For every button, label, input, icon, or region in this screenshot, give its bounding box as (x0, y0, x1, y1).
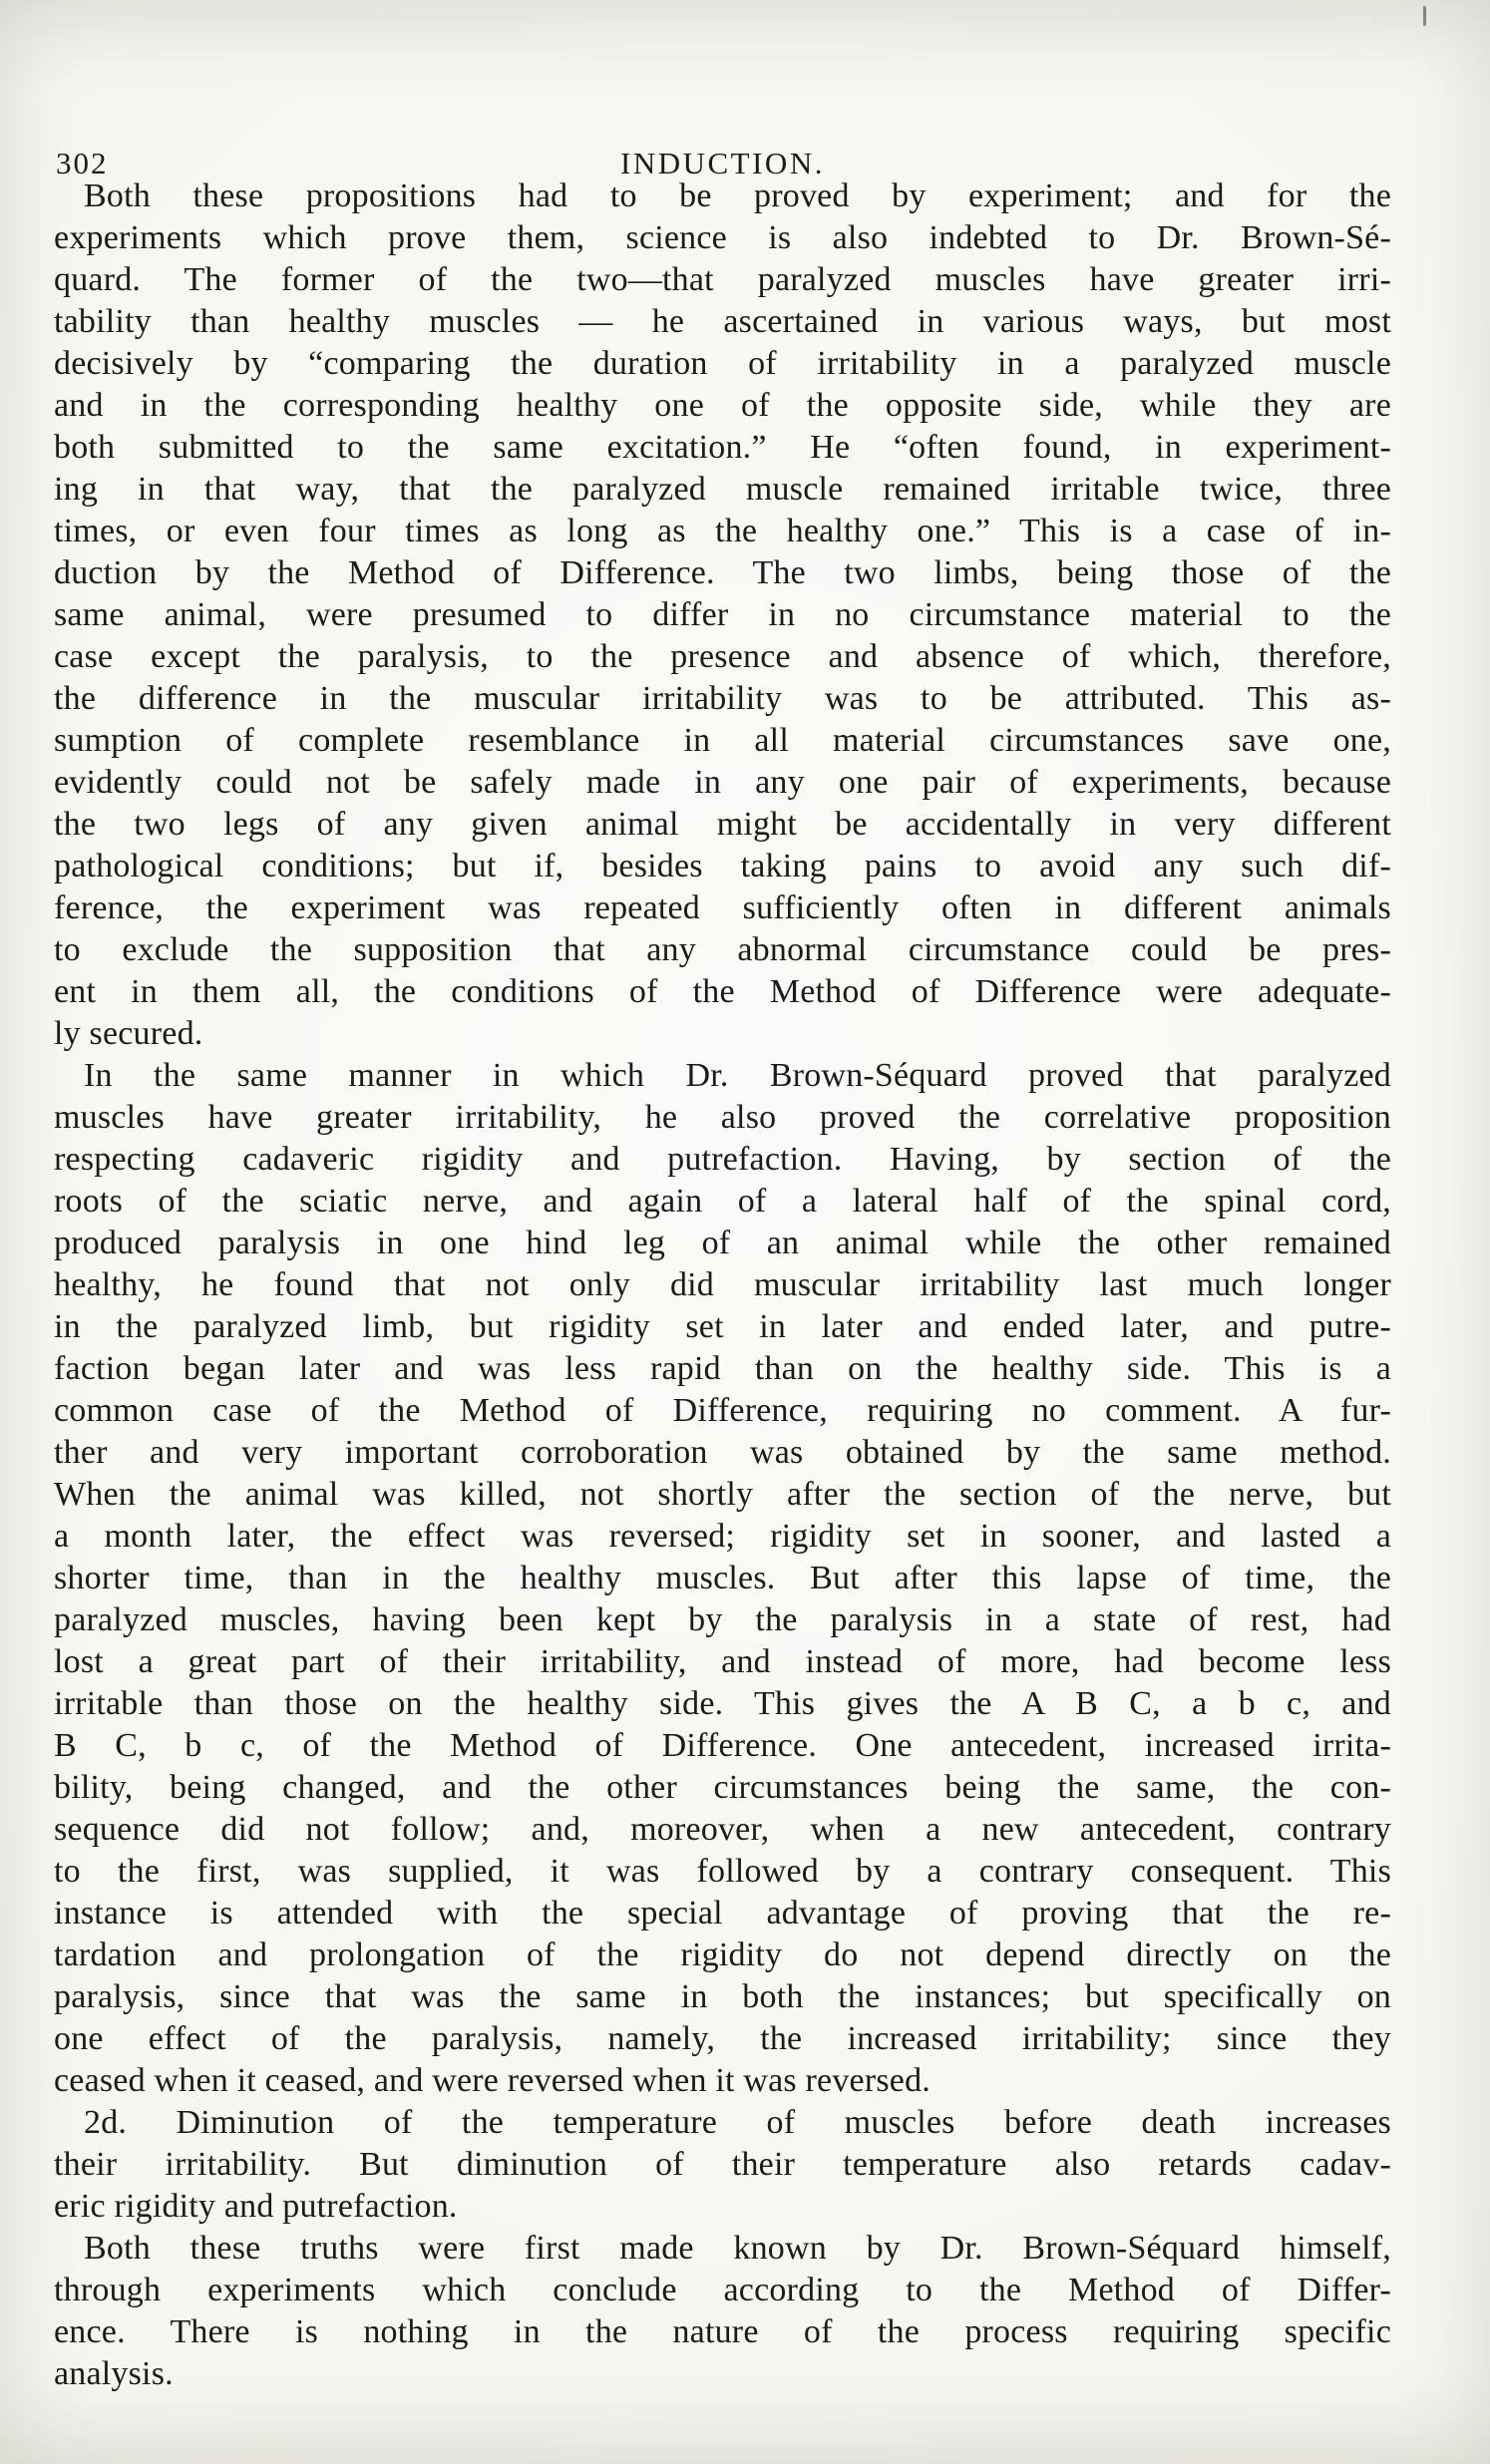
text-line: quard. The former of the two—that paralyzed muscles have greater irri- (54, 261, 1391, 298)
text-line: produced paralysis in one hind leg of an animal while the other remained (54, 1225, 1391, 1261)
scan-artifact-mark (1423, 6, 1426, 26)
text-line: a month later, the effect was reversed; rigidity set in sooner, and lasted a (54, 1518, 1391, 1555)
text-line: Both these propositions had to be proved by experiment; and for the (84, 177, 1391, 214)
text-line: tardation and prolongation of the rigidity do not depend directly on the (54, 1936, 1391, 1973)
text-line: sequence did not follow; and, moreover, when a new antecedent, contrary (54, 1811, 1391, 1848)
text-line: eric rigidity and putrefaction. (54, 2188, 458, 2225)
text-line: case except the paralysis, to the presence and absence of which, therefore, (54, 638, 1391, 675)
text-line: ference, the experiment was repeated sufficiently often in different animals (54, 889, 1391, 926)
text-line: lost a great part of their irritability, and instead of more, had become less (54, 1643, 1391, 1680)
text-line: paralysis, since that was the same in both the instances; but specifically on (54, 1978, 1391, 2015)
text-line: irritable than those on the healthy side. This gives the A B C, a b c, and (54, 1685, 1391, 1722)
page-number: 302 (56, 146, 109, 180)
text-line: ther and very important corroboration was obtained by the same method. (54, 1434, 1391, 1471)
text-line: experiments which prove them, science is also indebted to Dr. Brown-Sé- (54, 219, 1391, 256)
text-line: bility, being changed, and the other circumstances being the same, the con- (54, 1769, 1391, 1806)
text-line: Both these truths were first made known by Dr. Brown-Séquard himself, (84, 2230, 1391, 2267)
text-line: times, or even four times as long as the healthy one.” This is a case of in- (54, 513, 1391, 549)
text-line: duction by the Method of Difference. The two limbs, being those of the (54, 554, 1391, 591)
text-line: their irritability. But diminution of their temperature also retards cadav- (54, 2146, 1391, 2183)
text-line: sumption of complete resemblance in all material circumstances save one, (54, 722, 1391, 759)
text-line: shorter time, than in the healthy muscles. But after this lapse of time, the (54, 1560, 1391, 1596)
paragraph (54, 1055, 1391, 2102)
text-line: roots of the sciatic nerve, and again of a lateral half of the spinal cord, (54, 1183, 1391, 1220)
text-line: muscles have greater irritability, he also proved the correlative proposition (54, 1099, 1391, 1136)
text-line: instance is attended with the special advantage of proving that the re- (54, 1895, 1391, 1932)
text-line: the two legs of any given animal might be accidentally in very different (54, 806, 1391, 843)
paragraph (54, 176, 1391, 1055)
text-line: paralyzed muscles, having been kept by the paralysis in a state of rest, had (54, 1601, 1391, 1638)
text-line: pathological conditions; but if, besides taking pains to avoid any such dif- (54, 848, 1391, 884)
text-line: one effect of the paralysis, namely, the increased irritability; since they (54, 2020, 1391, 2057)
text-line: tability than healthy muscles — he ascertained in various ways, but most (54, 303, 1391, 340)
text-line: healthy, he found that not only did muscular irritability last much longer (54, 1266, 1391, 1303)
text-line: both submitted to the same excitation.” He “often found, in experiment- (54, 429, 1391, 466)
text-line: ly secured. (54, 1015, 203, 1052)
running-head-title: INDUCTION. (620, 146, 825, 180)
text-line: to exclude the supposition that any abnormal circumstance could be pres- (54, 931, 1391, 968)
text-line: 2d. Diminution of the temperature of muscles before death increases (84, 2104, 1391, 2141)
text-line: respecting cadaveric rigidity and putrefaction. Having, by section of the (54, 1141, 1391, 1178)
text-line: the difference in the muscular irritability was to be attributed. This as- (54, 680, 1391, 717)
text-line: to the first, was supplied, it was followed by a contrary consequent. This (54, 1853, 1391, 1890)
text-line: analysis. (54, 2355, 174, 2392)
body-text (54, 176, 1391, 2395)
text-line: ence. There is nothing in the nature of the process requiring specific (54, 2313, 1391, 2350)
text-line: through experiments which conclude according to the Method of Differ- (54, 2272, 1391, 2308)
text-line: In the same manner in which Dr. Brown-Séquard proved that paralyzed (84, 1057, 1391, 1094)
text-line: in the paralyzed limb, but rigidity set in later and ended later, and putre- (54, 1308, 1391, 1345)
text-line: common case of the Method of Difference, requiring no comment. A fur- (54, 1392, 1391, 1429)
text-line: B C, b c, of the Method of Difference. One antecedent, increased irrita- (54, 1727, 1391, 1764)
text-line: ing in that way, that the paralyzed muscle remained irritable twice, three (54, 471, 1391, 508)
text-line: When the animal was killed, not shortly after the section of the nerve, but (54, 1476, 1391, 1513)
text-line: faction began later and was less rapid than on the healthy side. This is a (54, 1350, 1391, 1387)
text-line: ent in them all, the conditions of the Method of Difference were adequate- (54, 973, 1391, 1010)
paragraph (54, 2228, 1391, 2395)
text-line: decisively by “comparing the duration of irritability in a paralyzed muscle (54, 345, 1391, 382)
text-line: ceased when it ceased, and were reversed when it was reversed. (54, 2062, 931, 2099)
text-line: evidently could not be safely made in any one pair of experiments, because (54, 764, 1391, 801)
text-line: same animal, were presumed to differ in no circumstance material to the (54, 596, 1391, 633)
paragraph (54, 2102, 1391, 2228)
text-line: and in the corresponding healthy one of the opposite side, while they are (54, 387, 1391, 424)
